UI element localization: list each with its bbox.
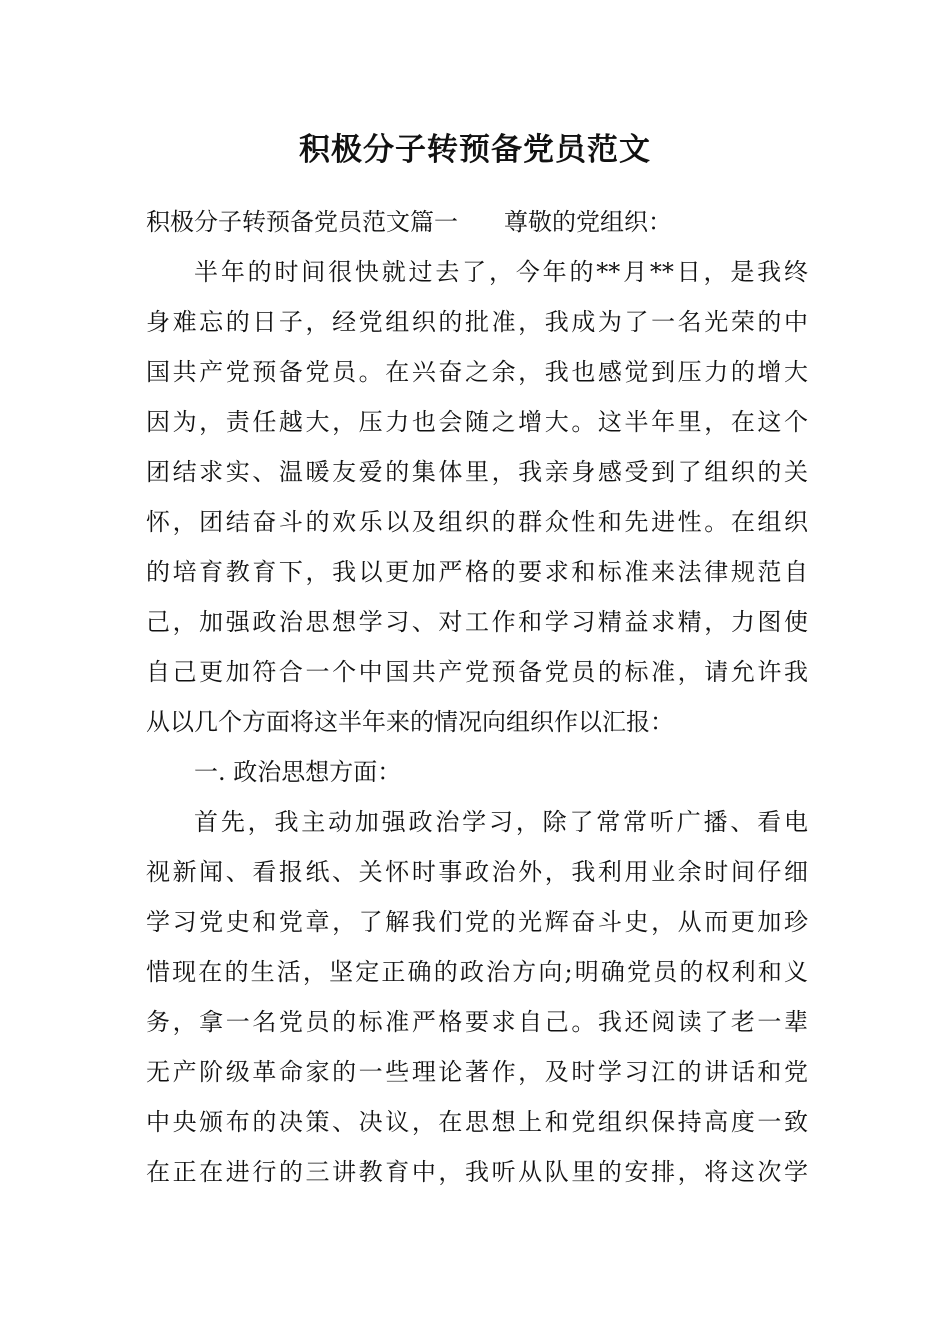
document-body <box>146 197 808 1197</box>
paragraph-line: 无产阶级革命家的一些理论著作，及时学习江的讲话和党 <box>146 1058 808 1086</box>
opening-line <box>146 197 808 247</box>
salutation: 尊敬的党组织： <box>504 208 672 236</box>
document-title: 积极分子转预备党员范文 <box>299 132 651 168</box>
paragraph-line: 国共产党预备党员。在兴奋之余，我也感觉到压力的增大 <box>146 358 808 386</box>
paragraph-line: 学习党史和党章，了解我们党的光辉奋斗史，从而更加珍 <box>146 908 808 936</box>
paragraph-line: 务，拿一名党员的标准严格要求自己。我还阅读了老一辈 <box>146 1008 808 1036</box>
paragraph-line: 在正在进行的三讲教育中，我听从队里的安排，将这次学 <box>146 1158 808 1186</box>
paragraph-line: 自己更加符合一个中国共产党预备党员的标准，请允许我 <box>146 658 808 686</box>
paragraph-line: 半年的时间很快就过去了，今年的**月**日，是我终 <box>194 258 808 286</box>
subsection-heading: 一. 政治思想方面： <box>194 758 402 786</box>
paragraph-line: 身难忘的日子，经党组织的批准，我成为了一名光荣的中 <box>146 308 808 336</box>
paragraph-line: 惜现在的生活，坚定正确的政治方向;明确党员的权利和义 <box>146 958 808 986</box>
paragraph-line: 团结求实、温暖友爱的集体里，我亲身感受到了组织的关 <box>146 458 808 486</box>
paragraph-line: 从以几个方面将这半年来的情况向组织作以汇报： <box>146 708 674 736</box>
paragraph-line: 中央颁布的决策、决议，在思想上和党组织保持高度一致 <box>146 1108 808 1136</box>
section-heading: 积极分子转预备党员范文篇一 <box>146 208 458 236</box>
paragraph-line: 的培育教育下，我以更加严格的要求和标准来法律规范自 <box>146 558 808 586</box>
paragraph-line: 首先，我主动加强政治学习，除了常常听广播、看电 <box>194 808 808 836</box>
paragraph-line: 视新闻、看报纸、关怀时事政治外，我利用业余时间仔细 <box>146 858 808 886</box>
paragraph-line: 因为，责任越大，压力也会随之增大。这半年里，在这个 <box>146 408 808 436</box>
paragraph-line: 怀，团结奋斗的欢乐以及组织的群众性和先进性。在组织 <box>146 508 808 536</box>
paragraph-line: 己，加强政治思想学习、对工作和学习精益求精，力图使 <box>146 608 808 636</box>
